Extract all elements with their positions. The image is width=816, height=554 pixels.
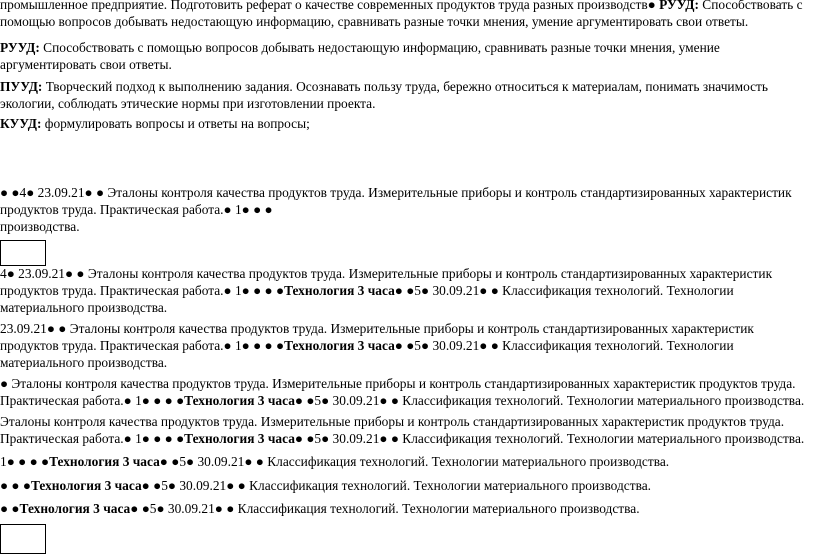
text-run: ●5● 30.09.21● ● Классификация технологий. Технологии материального производства. [0,283,734,315]
text-run: ● ●4● 23.09.21● ● Эталоны контроля качества продуктов труда. Измерительные приборы и контроль стандартизированных характеристик продуктов труда. Практическая работа.● 1● ● ● [0,185,792,217]
text-run: ● ● ● [0,478,31,493]
text-run: ●5● 30.09.21● ● Классификация технологий. Технологии материального производства. [167,454,670,469]
empty-box [0,240,46,266]
bold-label: Технология 3 часа● [184,431,303,446]
text-run: Способствовать с помощью вопросов добывать недостающую информацию, сравнивать разные точки мнения, умение аргументировать свои ответы. [0,0,803,29]
bold-label: Технология 3 часа● [49,454,168,469]
text-run: Эталоны контроля качества продуктов труда. Измерительные приборы и контроль стандартизированных характеристик продуктов труда. Практическая работа.● 1● ● ● ● [0,414,785,446]
text-run: ●5● 30.09.21● ● Классификация технологий. Технологии материального производства. [138,501,640,516]
paragraph-7 [0,320,812,371]
bold-label: Технология 3 часа● [284,338,403,353]
text-run: ●5● 30.09.21● ● Классификация технологий. Технологии материального производства. [149,478,652,493]
paragraph-5 [0,218,812,235]
paragraph-10 [0,453,812,470]
empty-box-bottom [0,524,46,554]
paragraph-0 [0,0,812,30]
paragraph-3 [0,115,812,132]
paragraph-12 [0,500,812,517]
text-run: ●5● 30.09.21● ● Классификация технологий. Технологии материального производства. [302,393,805,408]
text-run: Способствовать с помощью вопросов добывать недостающую информацию, сравнивать разные точки мнения, умение аргументировать свои ответы. [0,40,720,72]
bold-label: Технология 3 часа● [19,501,139,516]
text-run: формулировать вопросы и ответы на вопросы; [41,116,310,131]
text-run: производства. [0,219,80,234]
text-run: ●5● 30.09.21● ● Классификация технологий. Технологии материального производства. [302,431,805,446]
text-run: 4● 23.09.21● ● Эталоны контроля качества продуктов труда. Измерительные приборы и контроль стандартизированных характеристик продуктов труда. Практическая работа.● 1● ● ● ● [0,266,773,298]
paragraph-9 [0,413,812,447]
paragraph-11 [0,477,812,494]
bold-label: ПУУД: [0,79,43,94]
paragraph-6 [0,265,812,316]
bold-label: Технология 3 часа● [30,478,150,493]
paragraph-4 [0,184,812,218]
text-run: ● ● [0,501,20,516]
bold-label: КУУД: [0,116,42,131]
text-run: 1● ● ● ● [0,454,50,469]
paragraph-2 [0,78,812,112]
text-run: ●5● 30.09.21● ● Классификация технологий. Технологии материального производства. [0,338,734,370]
bold-label: РУУД: [0,40,40,55]
text-run: промышленное предприятие. Подготовить реферат о качестве современных продуктов труда разных производств [0,0,648,12]
bold-label: Технология 3 часа● [284,283,403,298]
paragraph-1 [0,39,812,73]
bold-label: Технология 3 часа● [184,393,303,408]
paragraph-8 [0,375,812,409]
text-run: ● Эталоны контроля качества продуктов труда. Измерительные приборы и контроль стандартизированных характеристик продуктов труда. Практическая работа.● 1● ● ● ● [0,376,796,408]
text-run: Творческий подход к выполнению задания. Осознавать пользу труда, бережно относиться к материалам, понимать значимость экологии, соблюдать этические нормы при изготовлении проекта. [0,79,769,111]
bold-label: ● РУУД: [647,0,699,12]
text-run: 23.09.21● ● Эталоны контроля качества продуктов труда. Измерительные приборы и контроль стандартизированных характеристик продуктов труда. Практическая работа.● 1● ● ● ● [0,321,754,353]
